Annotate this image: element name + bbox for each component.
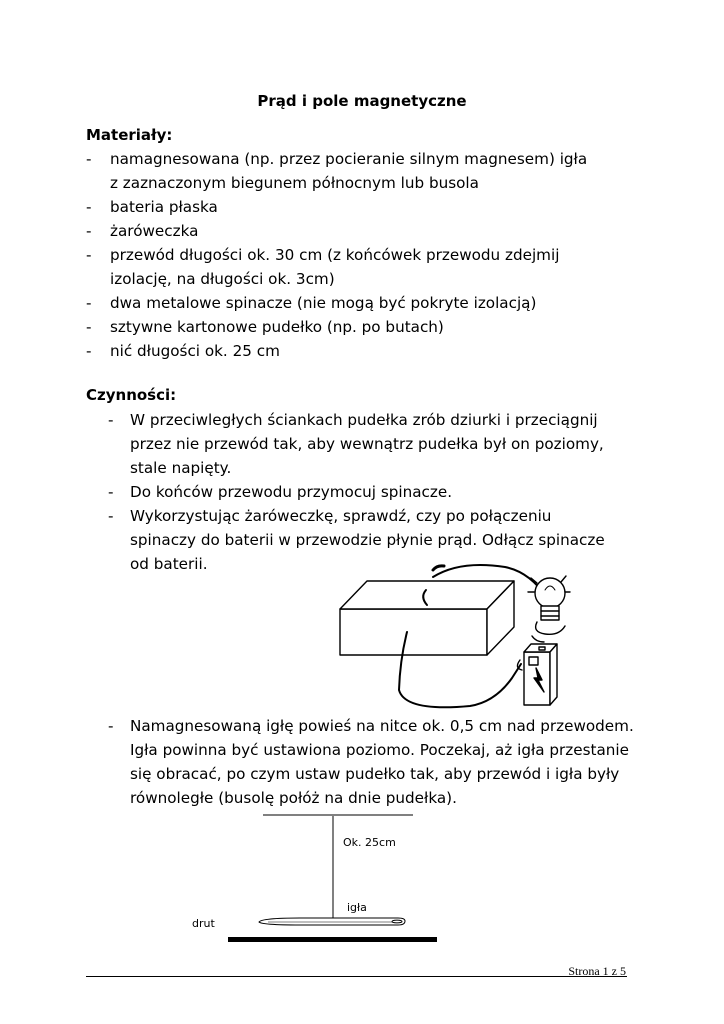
list-item: żaróweczka — [110, 222, 199, 240]
list-item: Do końców przewodu przymocuj spinacze. — [130, 483, 453, 501]
list-bullet: - — [86, 246, 92, 264]
list-item: przewód długości ok. 30 cm (z końcówek przewodu zdejmij — [110, 246, 560, 264]
list-item: bateria płaska — [110, 198, 218, 216]
wire-bar — [228, 937, 437, 942]
list-item: dwa metalowe spinacze (nie mogą być pokryte izolacją) — [110, 294, 537, 312]
list-bullet: - — [108, 483, 114, 501]
list-item: izolację, na długości ok. 3cm) — [110, 270, 335, 288]
list-item: z zaznaczonym biegunem północnym lub busola — [110, 174, 479, 192]
needle-label: igła — [347, 901, 367, 914]
list-bullet: - — [108, 411, 114, 429]
materials-heading: Materiały: — [86, 126, 173, 144]
list-item: nić długości ok. 25 cm — [110, 342, 280, 360]
list-item: Wykorzystując żaróweczkę, sprawdź, czy po połączeniu — [130, 507, 552, 525]
page-number: Strona 1 z 5 — [568, 964, 626, 978]
list-item: się obracać, po czym ustaw pudełko tak, aby przewód i igła były — [130, 765, 620, 783]
list-item: stale napięty. — [130, 459, 232, 477]
list-item: Igła powinna być ustawiona poziomo. Poczekaj, aż igła przestanie — [130, 741, 629, 759]
list-bullet: - — [108, 507, 114, 525]
list-bullet: - — [86, 222, 92, 240]
steps-heading: Czynności: — [86, 386, 177, 404]
list-bullet: - — [86, 150, 92, 168]
list-bullet: - — [86, 342, 92, 360]
footer-divider — [86, 976, 627, 977]
thread-length-label: Ok. 25cm — [343, 836, 396, 849]
list-item: spinaczy do baterii w przewodzie płynie prąd. Odłącz spinacze — [130, 531, 605, 549]
list-item: namagnesowana (np. przez pocieranie silnym magnesem) igła — [110, 150, 588, 168]
list-item: sztywne kartonowe pudełko (np. po butach) — [110, 318, 444, 336]
list-bullet: - — [86, 198, 92, 216]
list-item: równoległe (busolę połóż na dnie pudełka). — [130, 789, 457, 807]
wire-label: drut — [192, 917, 215, 930]
list-bullet: - — [86, 318, 92, 336]
list-item: Namagnesowaną igłę powieś na nitce ok. 0,5 cm nad przewodem. — [130, 717, 634, 735]
list-bullet: - — [86, 294, 92, 312]
page-title: Prąd i pole magnetyczne — [257, 92, 467, 110]
list-item: przez nie przewód tak, aby wewnątrz pudełka był on poziomy, — [130, 435, 604, 453]
needle-icon — [259, 918, 405, 925]
list-bullet: - — [108, 717, 114, 735]
list-item: W przeciwległych ściankach pudełka zrób dziurki i przeciągnij — [130, 411, 598, 429]
list-item: od baterii. — [130, 555, 208, 573]
